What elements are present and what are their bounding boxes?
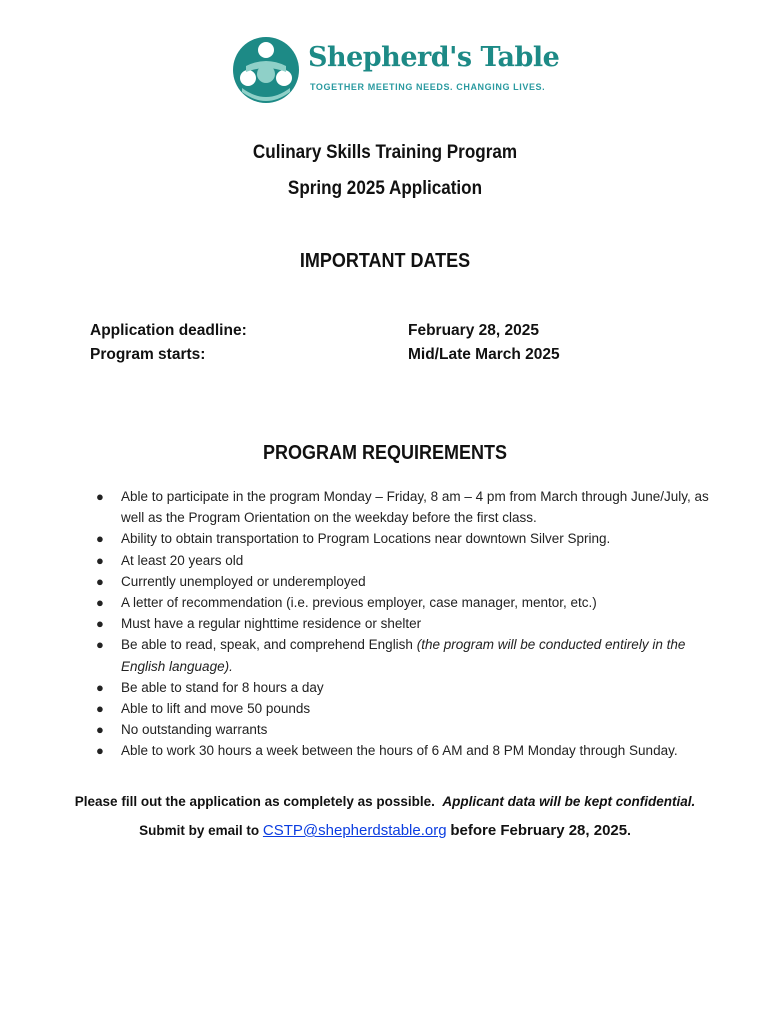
list-item: ● Be able to stand for 8 hours a day xyxy=(96,677,716,698)
program-title: Culinary Skills Training Program xyxy=(252,142,518,163)
application-subtitle: Spring 2025 Application xyxy=(287,178,483,199)
bullet-icon: ● xyxy=(96,531,104,547)
list-item: ● Must have a regular nighttime residence or shelter xyxy=(96,613,716,634)
date-value: February 28, 2025 xyxy=(408,322,539,339)
bullet-icon: ● xyxy=(96,573,104,589)
requirements-list xyxy=(96,486,716,762)
logo-mark-icon xyxy=(232,36,300,104)
bullet-icon: ● xyxy=(96,722,104,738)
date-row-start xyxy=(90,346,690,370)
bullet-icon: ● xyxy=(96,489,104,504)
date-label: Program starts: xyxy=(90,346,206,363)
confidentiality-note: Please fill out the application as completely as possible. Applicant data will be kept confidential. xyxy=(74,794,696,809)
date-label: Application deadline: xyxy=(90,322,247,339)
logo-name: Shepherd's Table xyxy=(308,42,560,73)
date-value: Mid/Late March 2025 xyxy=(408,346,560,363)
email-link[interactable]: CSTP@shepherdstable.org xyxy=(262,822,447,839)
important-dates-heading: IMPORTANT DATES xyxy=(299,250,471,272)
shepherds-table-logo xyxy=(232,36,560,106)
program-requirements-heading: PROGRAM REQUIREMENTS xyxy=(262,442,508,464)
bullet-icon: ● xyxy=(96,595,104,611)
bullet-icon: ● xyxy=(96,743,104,759)
bullet-icon: ● xyxy=(96,552,104,568)
important-dates-table xyxy=(90,322,690,370)
submit-instructions: Submit by email to CSTP@shepherdstable.org before February 28, 2025. xyxy=(139,822,631,839)
list-item: ● Able to work 30 hours a week between the hours of 6 AM and 8 PM Monday through Sunday. xyxy=(96,740,716,761)
list-item: ● At least 20 years old xyxy=(96,550,716,571)
bullet-icon: ● xyxy=(96,637,104,653)
date-row-deadline xyxy=(90,322,690,346)
list-item: ● A letter of recommendation (i.e. previous employer, case manager, mentor, etc.) xyxy=(96,592,716,613)
list-item: ● Able to participate in the program Monday – Friday, 8 am – 4 pm from March through June/July, as well as the Program Orientation on the weekday before the first class. xyxy=(96,486,716,528)
list-item: ● Currently unemployed or underemployed xyxy=(96,571,716,592)
list-item: ● No outstanding warrants xyxy=(96,719,716,740)
list-item: ● Able to lift and move 50 pounds xyxy=(96,698,716,719)
bullet-icon: ● xyxy=(96,616,104,632)
list-item: ● Be able to read, speak, and comprehend English (the program will be conducted entirely in the English language). xyxy=(96,634,716,676)
list-item: ● Ability to obtain transportation to Program Locations near downtown Silver Spring. xyxy=(96,528,716,549)
logo-tagline: TOGETHER MEETING NEEDS. CHANGING LIVES. xyxy=(310,82,546,92)
bullet-icon: ● xyxy=(96,701,104,717)
bullet-icon: ● xyxy=(96,679,104,695)
